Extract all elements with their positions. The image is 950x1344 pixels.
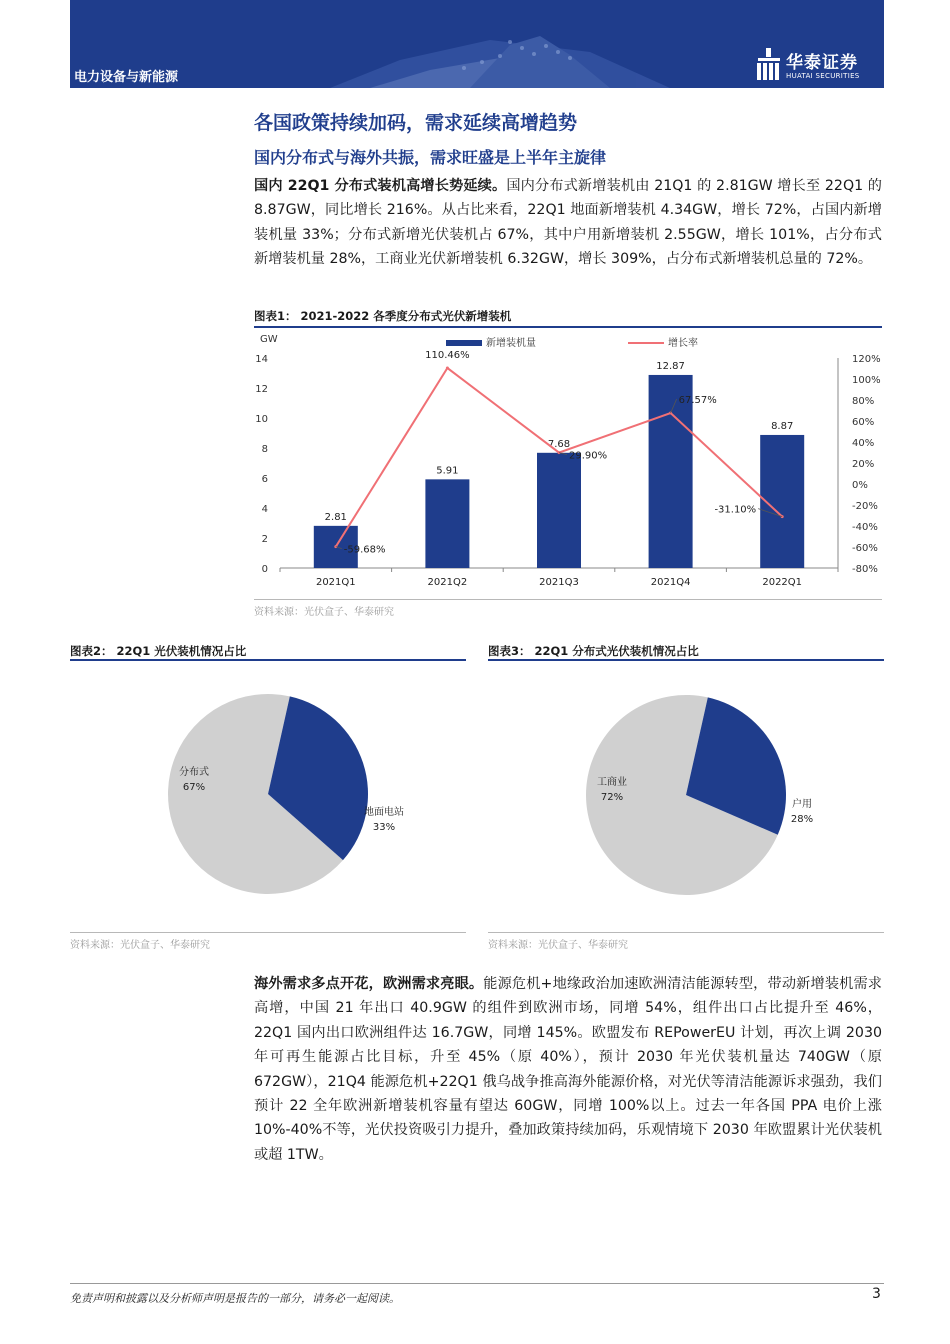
y2-tick-label: 120% — [852, 354, 881, 365]
y-tick-label: 12 — [255, 384, 268, 395]
x-tick-label: 2021Q1 — [315, 577, 356, 588]
figure2-bottom-rule — [70, 932, 466, 933]
x-tick-label: 2022Q1 — [762, 577, 803, 588]
pie-value-label: 33% — [372, 822, 396, 833]
y2-tick-label: -60% — [852, 543, 878, 554]
y-tick-label: 6 — [261, 474, 268, 485]
paragraph-lead: 海外需求多点开花，欧洲需求亮眼。 — [254, 976, 484, 992]
x-tick-label: 2021Q4 — [650, 577, 691, 588]
huatai-logo-icon — [756, 48, 782, 82]
y2-tick-label: 80% — [852, 396, 875, 407]
growth-point — [669, 412, 672, 415]
pie-label: 地面电站 — [364, 807, 404, 818]
logo-text-en: HUATAI SECURITIES — [786, 72, 860, 80]
y2-tick-label: 20% — [852, 459, 875, 470]
figure3-bottom-rule — [488, 932, 884, 933]
paragraph-body: 国内分布式新增装机由 21Q1 的 2.81GW 增长至 22Q1 的 8.87GW，同比增长 216%。从占比来看，22Q1 地面新增装机 4.34GW，增长 72%，占国内新增装机量 33%；分布式新增光伏装机占 67%，其中户用新增装机 2.55GW，增长 101%，占分布式新增装机量 28%，工商业光伏新增装机 6.32GW，增长 309%，占分布式新增装机总量的 72%。 — [254, 178, 882, 268]
y2-tick-label: 0% — [852, 480, 868, 491]
pie-chart-installations — [70, 662, 466, 930]
figure3-source: 资料来源：光伏盒子、华泰研究 — [488, 940, 628, 951]
figure2-source: 资料来源：光伏盒子、华泰研究 — [70, 940, 210, 951]
pie-value-label: 28% — [790, 814, 814, 825]
figure2-title: 图表2： 22Q1 光伏装机情况占比 — [70, 644, 247, 658]
pie-chart-distributed — [488, 662, 884, 930]
growth-value-label: -59.68% — [343, 544, 386, 556]
bar-value-label: 12.87 — [656, 360, 685, 372]
paragraph-overseas — [254, 972, 882, 1167]
bar-value-label: 7.68 — [547, 438, 571, 450]
y2-tick-label: 40% — [852, 438, 875, 449]
pie-label: 户用 — [792, 799, 812, 810]
x-tick-label: 2021Q3 — [539, 577, 579, 588]
legend-swatch-bar — [446, 340, 482, 346]
legend-label-line: 增长率 — [668, 338, 698, 349]
legend-label-bar: 新增装机量 — [486, 338, 536, 349]
bar-value-label: 5.91 — [436, 465, 459, 477]
pie-label: 工商业 — [597, 777, 627, 788]
y-tick-label: 14 — [255, 354, 268, 365]
figure3-top-rule — [488, 659, 884, 661]
bar-value-label: 8.87 — [771, 420, 794, 432]
y-axis-unit: GW — [260, 334, 278, 345]
page-number: 3 — [872, 1286, 881, 1302]
logo-text-cn: 华泰证券 — [786, 53, 858, 73]
y-tick-label: 0 — [261, 564, 268, 575]
x-tick-label: 2021Q2 — [427, 577, 468, 588]
figure2-top-rule — [70, 659, 466, 661]
growth-value-label: 29.90% — [569, 450, 608, 462]
bar-line-chart — [254, 330, 882, 596]
figure1-title: 图表1： 2021-2022 各季度分布式光伏新增装机 — [254, 309, 512, 323]
sector-label: 电力设备与新能源 — [74, 70, 179, 85]
y-tick-label: 8 — [261, 444, 268, 455]
y-tick-label: 10 — [255, 414, 268, 425]
bar-2021Q3 — [537, 453, 581, 568]
figure1-bottom-rule — [254, 599, 882, 600]
pie-value-label: 72% — [600, 792, 624, 803]
bar-2021Q2 — [425, 479, 469, 568]
growth-value-label: 110.46% — [425, 350, 470, 362]
growth-point — [446, 367, 449, 370]
y2-tick-label: 100% — [852, 375, 881, 386]
y2-tick-label: -80% — [852, 564, 878, 575]
growth-value-label: -31.10% — [714, 504, 757, 516]
y-tick-label: 2 — [261, 534, 268, 545]
section-subtitle: 国内分布式与海外共振，需求旺盛是上半年主旋律 — [254, 148, 607, 167]
growth-value-label: 67.57% — [678, 395, 717, 407]
bar-value-label: 2.81 — [324, 511, 347, 523]
paragraph-body: 能源危机+地缘政治加速欧洲清洁能源转型，带动新增装机需求高增，中国 21 年出口 40.9GW 的组件到欧洲市场，同增 54%，组件出口占比提升至 46%，22Q1 国内出口欧洲组件达 16.7GW，同增 145%。欧盟发布 REPowerEU 计划，再次上调 2030 年可再生能源占比目标，升至 45%（原 40%），预计 2030 年光伏装机量达 740GW（原 672GW），21Q4 能源危机+22Q1 俄乌战争推高海外能源价格，对光伏等清洁能源诉求强劲，我们预计 22 全年欧洲新增装机容量有望达 60GW，同增 100%以上。过去一年各国 PPA 电价上涨 10%-40%不等，光伏投资吸引力提升，叠加政策持续加码，乐观情境下 2030 年欧盟累计光伏装机或超 1TW。 — [254, 976, 882, 1163]
y-tick-label: 4 — [261, 504, 268, 515]
figure1-source: 资料来源：光伏盒子、华泰研究 — [254, 607, 394, 618]
pie-label: 分布式 — [179, 767, 209, 778]
paragraph-lead: 国内 22Q1 分布式装机高增长势延续。 — [254, 178, 507, 194]
footer-rule — [70, 1283, 884, 1284]
paragraph-domestic — [254, 174, 882, 272]
y2-tick-label: -40% — [852, 522, 878, 533]
figure1-top-rule — [254, 326, 882, 328]
logo — [756, 46, 880, 84]
pie-value-label: 67% — [182, 782, 206, 793]
footer-disclaimer: 免责声明和披露以及分析师声明是报告的一部分，请务必一起阅读。 — [70, 1292, 400, 1305]
y2-tick-label: -20% — [852, 501, 878, 512]
y2-tick-label: 60% — [852, 417, 875, 428]
figure3-title: 图表3： 22Q1 分布式光伏装机情况占比 — [488, 644, 699, 658]
section-title: 各国政策持续加码，需求延续高增趋势 — [254, 112, 578, 134]
